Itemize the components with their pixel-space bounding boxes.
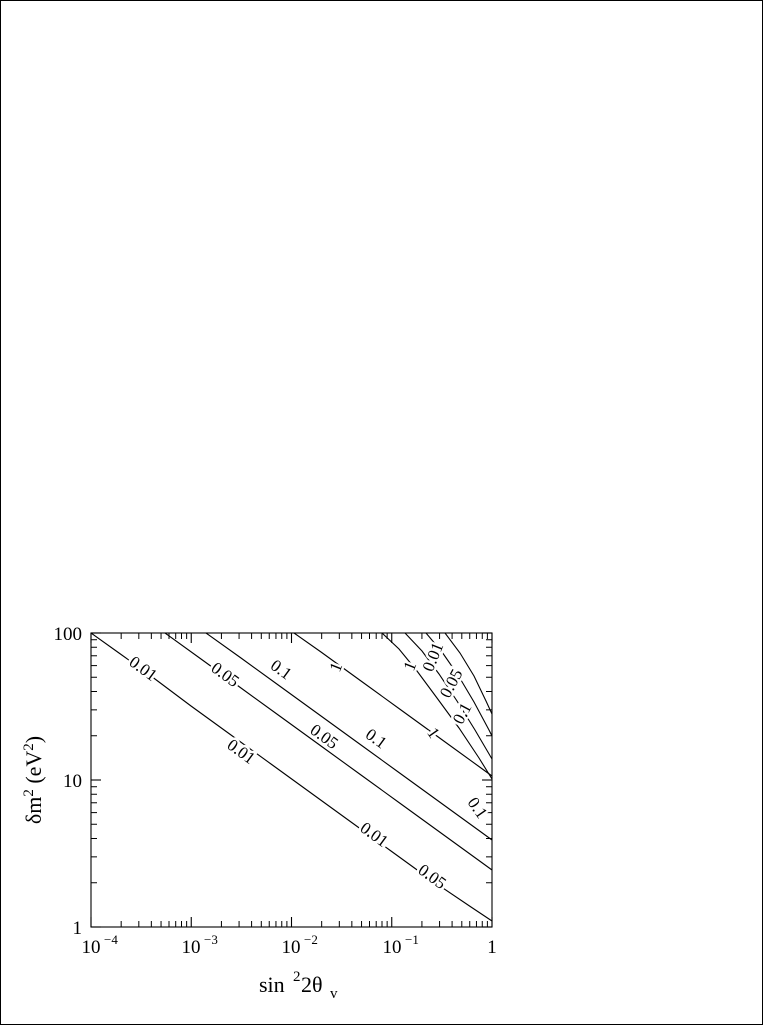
contour-label-text: 0.01 [418,639,448,675]
x-tick-label [182,932,218,958]
contour-label [436,666,467,701]
contour-label [224,735,259,768]
x-tick-label [282,932,318,958]
contour-label-text: 0.1 [463,793,492,822]
contour-label [419,640,448,675]
contour-label-text: 0.05 [306,720,342,753]
x-tick-label-exponent: −4 [104,932,118,947]
x-axis-label-sub: v [330,986,338,1002]
y-tick-label-text: 1 [72,918,82,939]
contour-label-text: 0.1 [448,699,476,728]
x-tick-label [383,932,419,958]
x-tick-labels [82,932,497,958]
contour-label [464,794,492,822]
contour-label-text: 0.01 [356,818,392,851]
x-tick-label-text: 10 [81,937,101,958]
x-tick-label [487,937,497,958]
y-tick-label-text: 100 [53,624,82,645]
contour-label [415,860,450,893]
y-axis-label-text: $\delta m^2$ $(eV^2)$ [21,735,46,825]
contour-labels [126,640,492,893]
x-tick-label-text: 10 [181,937,201,958]
y-axis-label [21,736,46,824]
contour-label-text: 1 [325,659,347,675]
x-tick-label-exponent: −1 [405,932,419,947]
contour-label-text: 0.05 [435,665,467,702]
contour-label-text: 0.01 [125,652,161,685]
contour-label-text: 0.05 [414,860,450,893]
contour-label [357,818,392,851]
contour-label-text: 1 [423,723,444,742]
contour-label [307,720,342,753]
contour-label-text: 1 [399,658,421,674]
contour-label-text: 0.05 [207,658,243,691]
contour-path-0.1-upper [206,633,492,840]
plot-canvas [1,1,763,1026]
x-axis-label-text: sin [259,972,285,997]
y-tick-label-text: 10 [63,771,82,792]
contour-label-text: 0.1 [267,655,296,684]
x-tick-label-exponent: −3 [204,932,218,947]
x-axis-label-sup: 2 [293,969,301,985]
contour-label [326,659,347,674]
x-tick-label-exponent: −2 [304,932,318,947]
contour-label-text: 0.1 [362,724,391,753]
contour-plot-figure [1,1,763,1026]
x-axis-label [259,969,338,1002]
x-tick-label-text: 1 [487,937,497,958]
contour-label [400,658,421,673]
y-tick-labels [54,624,83,939]
contour-label [449,700,476,728]
contour-label-text: 0.01 [223,735,259,768]
x-axis-label-text2: 2θ [301,972,323,997]
x-tick-label-text: 10 [382,937,402,958]
x-tick-label-text: 10 [281,937,301,958]
x-tick-label [82,932,119,958]
